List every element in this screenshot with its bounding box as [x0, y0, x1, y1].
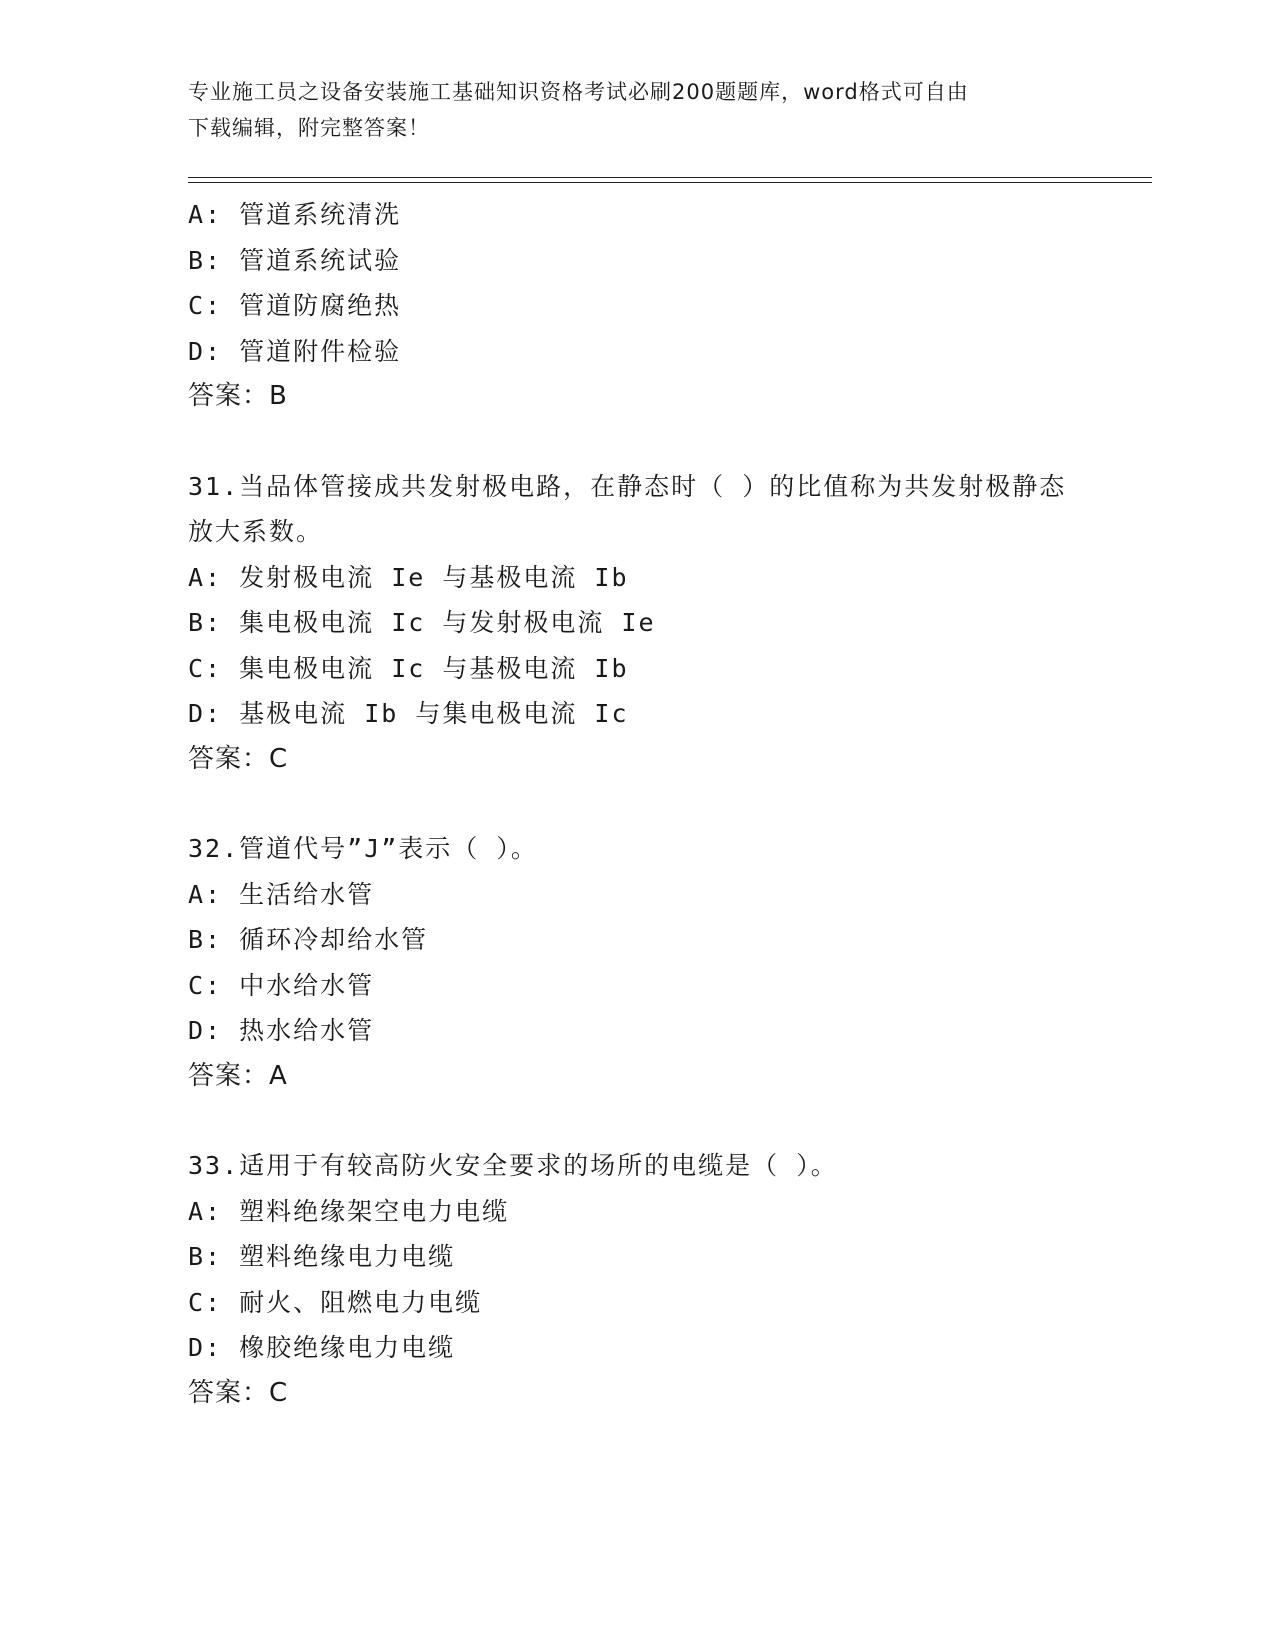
option-b: B: 塑料绝缘电力电缆 — [188, 1242, 456, 1271]
question-32-block — [188, 826, 1088, 1099]
header-line-2: 下载编辑，附完整答案！ — [188, 116, 430, 140]
option-b: B: 集电极电流 Ic 与发射极电流 Ie — [188, 608, 656, 637]
question-30-block — [188, 192, 1088, 420]
option-c: C: 中水给水管 — [188, 970, 375, 1000]
option-b: B: 管道系统试验 — [188, 245, 402, 275]
question-list — [188, 192, 1088, 1416]
option-d: D: 基极电流 Ib 与集电极电流 Ic — [188, 699, 629, 728]
option-a: A: 塑料绝缘架空电力电缆 — [188, 1196, 510, 1226]
option-b: B: 循环冷却给水管 — [188, 925, 429, 954]
option-c: C: 管道防腐绝热 — [188, 291, 402, 320]
option-d: D: 热水给水管 — [188, 1016, 375, 1045]
question-text: 33.适用于有较高防火安全要求的场所的电缆是（ ）。 — [188, 1151, 838, 1180]
header-divider-top — [188, 177, 1152, 178]
answer: 答案：C — [188, 1377, 289, 1408]
question-33-block — [188, 1143, 1088, 1416]
option-d: D: 管道附件检验 — [188, 336, 402, 366]
option-a: A: 管道系统清洗 — [188, 200, 402, 229]
document-header — [188, 74, 1088, 146]
header-line-1: 专业施工员之设备安装施工基础知识资格考试必刷200题题库，word格式可自由 — [188, 80, 969, 104]
question-text: 32.管道代号”J”表示（ ）。 — [188, 834, 538, 863]
option-c: C: 集电极电流 Ic 与基极电流 Ib — [188, 653, 629, 683]
option-c: C: 耐火、阻燃电力电缆 — [188, 1287, 483, 1317]
question-31-block — [188, 464, 1088, 783]
question-text: 31.当品体管接成共发射极电路，在静态时（ ）的比值称为共发射极静态放大系数。 — [188, 471, 1067, 546]
answer: 答案：A — [188, 1060, 288, 1091]
answer: 答案：B — [188, 381, 288, 411]
answer: 答案：C — [188, 743, 289, 774]
option-a: A: 生活给水管 — [188, 879, 375, 909]
header-divider-bottom — [188, 182, 1152, 183]
option-a: A: 发射极电流 Ie 与基极电流 Ib — [188, 562, 629, 592]
option-d: D: 橡胶绝缘电力电缆 — [188, 1333, 456, 1362]
